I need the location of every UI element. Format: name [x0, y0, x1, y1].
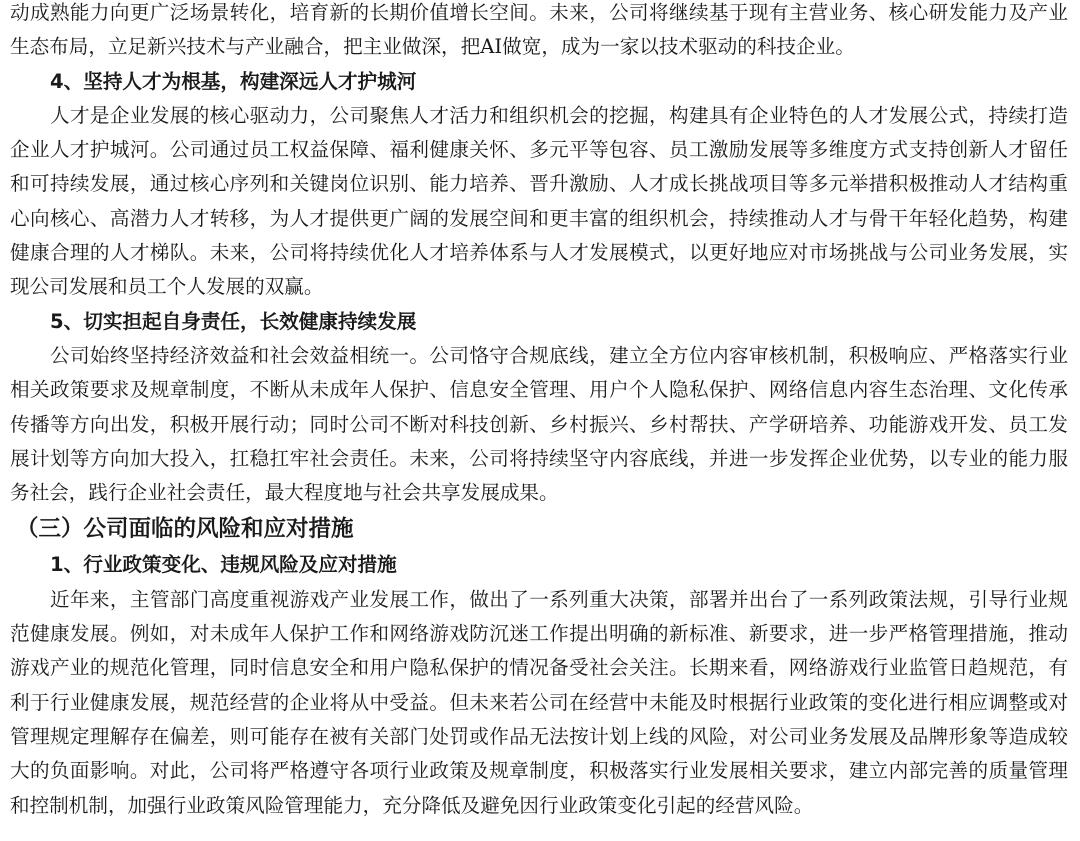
paragraph-talent: 人才是企业发展的核心驱动力，公司聚焦人才活力和组织机会的挖掘，构建具有企业特色的人才发展公式，持续打造企业人才护城河。公司通过员工权益保障、福利健康关怀、多元平等包容、员工激励发展等多维度方式支持创新人才留任和可持续发展，通过核心序列和关键岗位识别、能力培养、晋升激励、人才成长挑战项目等多元举措积极推动人才结构重心向核心、高潜力人才转移，为人才提供更广阔的发展空间和更丰富的组织机会，持续推动人才与骨干年轻化趋势，构建健康合理的人才梯队。未来，公司将持续优化人才培养体系与人才发展模式，以更好地应对市场挑战与公司业务发展，实现公司发展和员工个人发展的双赢。 [10, 103, 1068, 299]
paragraph-policy-risk: 近年来，主管部门高度重视游戏产业发展工作，做出了一系列重大决策，部署并出台了一系列政策法规，引导行业规范健康发展。例如，对未成年人保护工作和网络游戏防沉迷工作提出明确的新标准、新要求，进一步严格管理措施，推动游戏产业的规范化管理，同时信息安全和用户隐私保护的情况备受社会关注。长期来看，网络游戏行业监管日趋规范，有利于行业健康发展，规范经营的企业将从中受益。但未来若公司在经营中未能及时根据行业政策的变化进行相应调整或对管理规定理解存在偏差，则可能存在被有关部门处罚或作品无法按计划上线的风险，对公司业务发展及品牌形象等造成较大的负面影响。对此，公司将严格遵守各项行业政策及规章制度，积极落实行业发展相关要求，建立内部完善的质量管理和控制机制，加强行业政策风险管理能力，充分降低及避免因行业政策变化引起的经营风险。 [10, 587, 1068, 817]
intro-paragraph: 动成熟能力向更广泛场景转化，培育新的长期价值增长空间。未来，公司将继续基于现有主营业务、核心研发能力及产业生态布局，立足新兴技术与产业融合，把主业做深，把AI做宽，成为一家以技术驱动的科技企业。 [10, 1, 1068, 59]
section-title-risks: （三）公司面临的风险和应对措施 [16, 516, 354, 543]
heading-responsibility: 5、切实担起自身责任，长效健康持续发展 [50, 309, 417, 333]
heading-policy-risk: 1、行业政策变化、违规风险及应对措施 [50, 553, 397, 577]
heading-talent: 4、坚持人才为根基，构建深远人才护城河 [50, 69, 417, 93]
paragraph-responsibility: 公司始终坚持经济效益和社会效益相统一。公司恪守合规底线，建立全方位内容审核机制，积极响应、严格落实行业相关政策要求及规章制度，不断从未成年人保护、信息安全管理、用户个人隐私保护、网络信息内容生态治理、文化传承传播等方向出发，积极开展行动；同时公司不断对科技创新、乡村振兴、乡村帮扶、产学研培养、功能游戏开发、员工发展计划等方向加大投入，扛稳扛牢社会责任。未来，公司将持续坚守内容底线，并进一步发挥企业优势，以专业的能力服务社会，践行企业社会责任，最大程度地与社会共享发展成果。 [10, 343, 1068, 505]
